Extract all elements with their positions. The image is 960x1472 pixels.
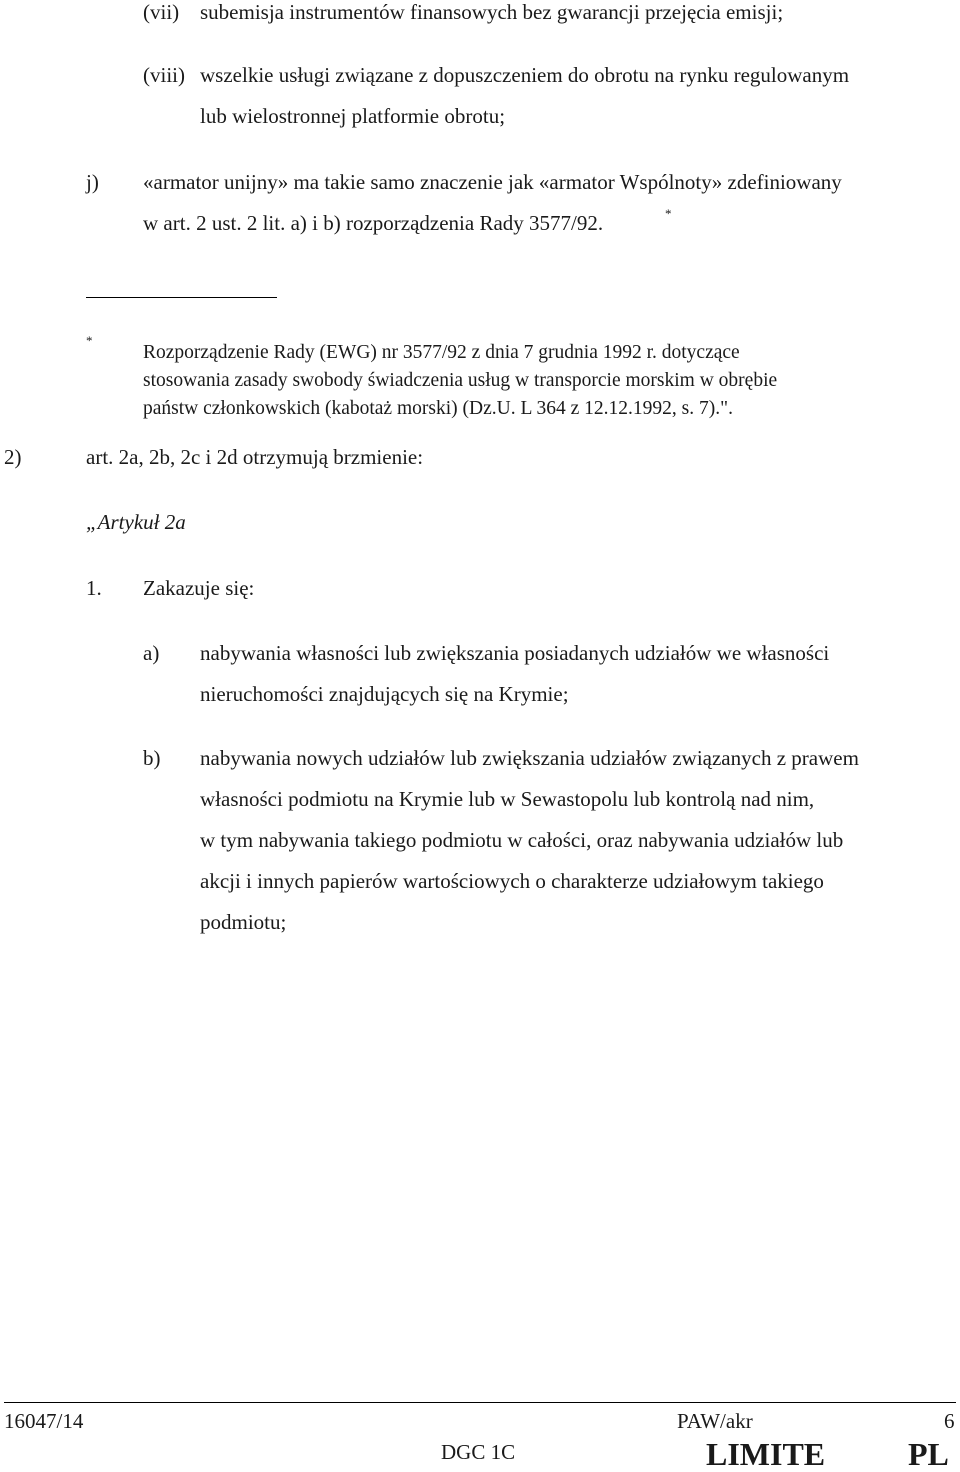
para-1-label: 1. <box>86 576 102 600</box>
para-1b-line4: akcji i innych papierów wartościowych o charakterze udziałowym takiego <box>200 869 824 893</box>
footnote-line2: stosowania zasady swobody świadczenia usług w transporcie morskim w obrębie <box>143 370 778 391</box>
footnote-separator <box>86 297 277 298</box>
item-j-footnote-mark: * <box>665 206 672 221</box>
item-j-line1: «armator unijny» ma takie samo znaczenie jak «armator Wspólnoty» zdefiniowany <box>143 170 842 194</box>
footer-limite: LIMITE <box>706 1436 826 1472</box>
footer-initials: PAW/akr <box>677 1409 753 1433</box>
footnote-line1: Rozporządzenie Rady (EWG) nr 3577/92 z dnia 7 grudnia 1992 r. dotyczące <box>143 342 740 363</box>
para-1-text: Zakazuje się: <box>143 576 255 600</box>
point-2-text: art. 2a, 2b, 2c i 2d otrzymują brzmienie: <box>86 445 424 469</box>
para-1a-line2: nieruchomości znajdujących się na Krymie; <box>200 682 569 706</box>
para-1b-line2: własności podmiotu na Krymie lub w Sewastopolu lub kontrolą nad nim, <box>200 787 815 811</box>
footnote-mark: * <box>86 333 93 348</box>
footer-lang: PL <box>908 1436 949 1472</box>
item-vii-label: (vii) <box>143 0 180 24</box>
para-1b-line5: podmiotu; <box>200 910 287 934</box>
item-vii-text: subemisja instrumentów finansowych bez gwarancji przejęcia emisji; <box>200 0 784 24</box>
para-1a-label: a) <box>143 641 160 665</box>
point-2-label: 2) <box>4 445 22 469</box>
para-1b-line1: nabywania nowych udziałów lub zwiększania udziałów związanych z prawem <box>200 746 859 770</box>
footer-page-number: 6 <box>944 1409 955 1433</box>
para-1b-line3: w tym nabywania takiego podmiotu w całości, oraz nabywania udziałów lub <box>200 828 844 852</box>
item-j-line2: w art. 2 ust. 2 lit. a) i b) rozporządzenia Rady 3577/92. <box>143 211 604 235</box>
item-viii-line1: wszelkie usługi związane z dopuszczeniem do obrotu na rynku regulowanym <box>200 63 850 87</box>
item-j-label: j) <box>86 170 99 194</box>
item-viii-line2: lub wielostronnej platformie obrotu; <box>200 104 506 128</box>
item-viii-label: (viii) <box>143 63 185 87</box>
footer-doc-number: 16047/14 <box>4 1409 84 1433</box>
article-title: „Artykuł 2a <box>86 510 186 534</box>
footer-dgc: DGC 1C <box>441 1440 516 1464</box>
para-1b-label: b) <box>143 746 161 770</box>
para-1a-line1: nabywania własności lub zwiększania posiadanych udziałów we własności <box>200 641 830 665</box>
footnote-line3: państw członkowskich (kabotaż morski) (Dz.U. L 364 z 12.12.1992, s. 7).". <box>143 398 733 419</box>
footer-rule <box>4 1402 956 1403</box>
